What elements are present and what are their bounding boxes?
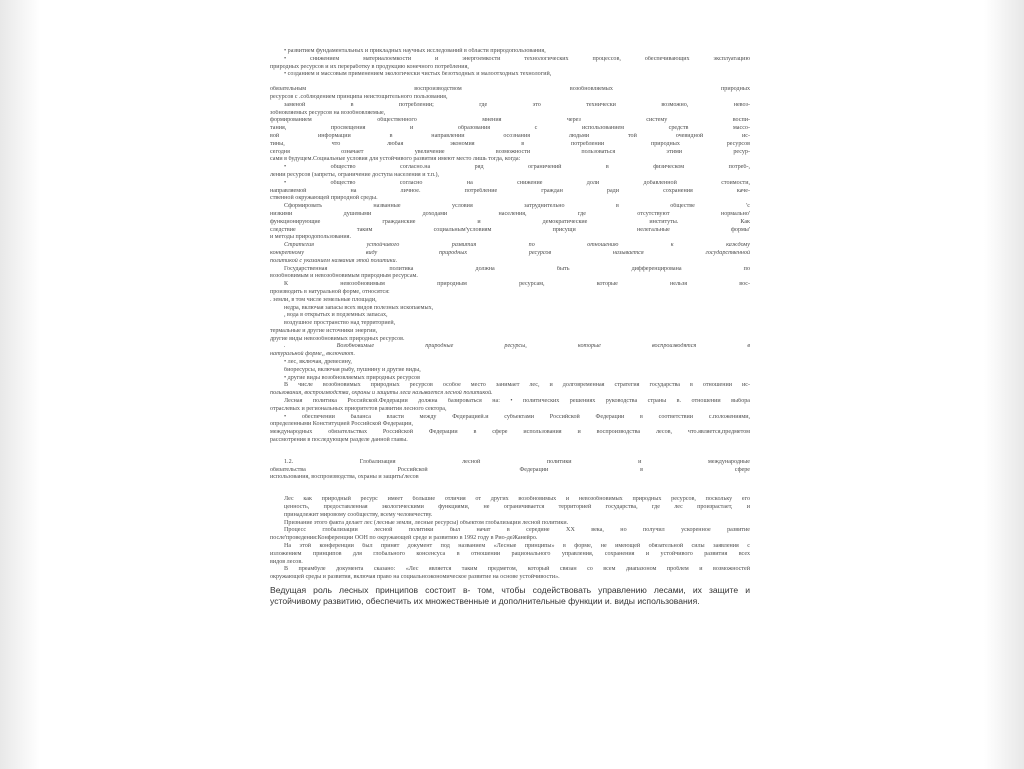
- text-line: термальные и другие источники энергии,: [270, 327, 378, 334]
- text-line: политикой с указанием названия этой политики.: [270, 257, 398, 264]
- document-page: [270, 48, 750, 728]
- text-line: после'проведения:Конференции ООН по окружающей среде и развитию в 1992 году в Рио-деЖанейро.: [270, 535, 538, 542]
- closing-text-line: Ведущая роль лесных принципов состоит в- том, чтобы содействовать управлению лесами, их защите и: [270, 585, 750, 595]
- text-line: использования, воспроизводства, охраны и защиты'лесов: [270, 474, 419, 481]
- text-line: . Возобновимые природные ресурсы, которые воспроизводятся в: [284, 343, 750, 350]
- text-line: ресурсов с .соблюдением принципа неистощительного пользования,: [270, 93, 448, 100]
- text-line: отраслевых и региональных приоритетов развития лесного сектора,: [270, 405, 447, 412]
- text-line: Лесная политика Российской.Федерации должна базироваться на: • политических решениях руководства страны в. отношении выбора: [284, 398, 750, 405]
- text-line: изложением принципов для глобального консенсуса в отношении рационального управления, сохранения и устойчивого развития всех: [270, 550, 750, 557]
- text-line: • общество согласно на снижение доли добавленной стоимости,: [284, 179, 750, 186]
- text-line: На этой конференции был принят документ под названием «Лесные принципы» в форме, не имеющей обязательной силы заявления с: [284, 543, 750, 550]
- text-line: вой информации в направлении осознания людьми той очевидной ис-: [270, 132, 750, 139]
- text-line: • обеспечении баланса власти между Федерацией.и субъектами Российской Федерации в соответствии с.положениями,: [284, 413, 750, 420]
- text-line: ценность, предоставленная экологическими функциями, не ограничивается территорией государства, где лес произрастает, и: [284, 504, 750, 511]
- text-line: тания, просвещения и образования с использованием средств массо-: [270, 125, 750, 132]
- left-shadow: [0, 0, 40, 769]
- text-line: • снижением материалоемкости и энергоемкости технологических процессов, обеспечивающих эксплуатацию: [284, 55, 750, 62]
- text-line: Стратегия устойчивого развития по отношению к каждому: [284, 242, 750, 249]
- text-line: Сформировать названные условия затруднительно в обществе 'с: [284, 203, 750, 210]
- text-line: Государственная политика должна быть дифференцирована по: [284, 265, 750, 272]
- text-line: Лес как природный ресурс имеет большие отличия от других возобновимых и невозобновимых природных ресурсов, поскольку его: [284, 496, 750, 503]
- text-line: тины, что любая экономия в потреблении природных ресурсов: [270, 140, 750, 147]
- text-line: направляемой на личное. потребление граждан ради сохранения каче-: [270, 187, 750, 194]
- text-line: зобновляемых ресурсов на возобновляемые,: [270, 109, 386, 116]
- text-line: сегодня означает увеличение возможности пользоваться этими ресур-: [270, 148, 750, 155]
- text-line: обязательства Российской Федерации в сфере: [270, 466, 750, 473]
- text-line: следствие таким социальным'условиям присущи нелегальные формы': [270, 226, 750, 233]
- text-line: биоресурсы, включая рыбу, пушнину и другие виды,: [284, 366, 421, 373]
- spacer: [270, 79, 750, 86]
- text-line: видов лесов.: [270, 558, 303, 565]
- text-line: Процесс глобализации лесной политики был начат в середине XX века, но получил ускоренное развитие: [284, 527, 750, 534]
- text-line: другие виды невозобновимых природных ресурсов.: [270, 335, 405, 342]
- text-line: функционирующие гражданские и демократические институты. Как: [270, 218, 750, 225]
- text-line: . земли, в том числе земельные площади,: [270, 296, 377, 303]
- text-line: • созданием и массовым применением экологически чистых безотходных и малоотходных технологий,: [284, 71, 552, 78]
- closing-paragraph: [270, 585, 750, 606]
- text-line: В преамбуле документа сказано: «Лес является таким предметом, который связан со всем диапазоном проблем и возможностей: [284, 566, 750, 573]
- text-line: 1.2. Глобализация лесной политики и международные: [284, 458, 750, 465]
- text-line: В числе возобновимых природных ресурсов особое место занимает лес, и долговременная стратегия государства в отношении ис-: [284, 382, 750, 389]
- closing-text-line: устойчивому развитию, обеспечить их множественные и дополнительные функции и. виды использования.: [270, 595, 700, 606]
- text-line: обязательным воспроизводством возобновляемых природных: [270, 86, 750, 93]
- text-line: определенными Конституцией Российской Федерации,: [270, 421, 413, 428]
- text-line: • общество согласно.на ряд ограничений в физическом потреб-,: [284, 164, 750, 171]
- spacer: [270, 482, 750, 496]
- text-line: рассмотрения в последующем разделе данной главы.: [270, 437, 408, 444]
- text-line: Признание этого факта делает лес (лесные земли, лесные ресурсы) объектом глобализации лесной политики.: [284, 519, 569, 526]
- text-line: низкими душевыми доходами населения, где отсутствуют нормально': [270, 210, 750, 217]
- right-shadow: [984, 0, 1024, 769]
- text-line: международных обязательствах Российской Федерации в сфере использования и воспроизводства лесов, что.является,предметом: [270, 429, 750, 436]
- text-line: возобновимым и невозобновимым природным ресурсам.: [270, 273, 418, 280]
- text-line: • лес, включая, древесину,: [284, 359, 352, 366]
- text-line: , вода в открытых и подземных запасах,: [284, 312, 388, 319]
- text-line: и методы природопользования.: [270, 234, 351, 241]
- text-line: воздушное пространство над территорией,: [284, 320, 396, 327]
- text-line: формированием общественного мнения через систему воспи-: [270, 117, 750, 124]
- text-line: натуральной форме,, включают.: [270, 351, 356, 358]
- text-line: производить в натуральной форме, относятся:: [270, 288, 390, 295]
- text-line: пользования, воспроизводства, охраны и защиты леса называется лесной политикой.: [270, 390, 493, 397]
- text-line: природных ресурсов и их переработку в продукцию конечного потребления,: [270, 63, 469, 70]
- text-line: окружающей среды и развития, включая право на социальноэкономическое развитие на основе устойчивости».: [270, 574, 560, 581]
- text-line: К невозобновимым природным ресурсам, которые нельзя вос-: [284, 281, 750, 288]
- text-line: конкретному виду природных ресурсов называется государственной: [270, 249, 750, 256]
- spacer: [270, 445, 750, 459]
- text-line: • другие виды возобновляемых природных ресурсов: [284, 374, 420, 381]
- text-line: принадлежит мировому сообществу, всему человечеству.: [284, 511, 433, 518]
- text-line: ственной окружающей природной среды.: [270, 195, 378, 202]
- text-line: • развитием фундаментальных и прикладных научных исследований в области природопользования,: [284, 48, 546, 54]
- text-line: лении ресурсов (запреты, ограничение доступа населения и т.п.),: [270, 171, 440, 178]
- document-body: [270, 48, 750, 582]
- text-line: недра, включая запасы всех видов полезных ископаемых,: [284, 304, 434, 311]
- text-line: сами в будущем.Социальные условия для устойчивого развития имеют место лишь тогда, когда:: [270, 156, 521, 163]
- text-line: заменой в потреблении; где это технически возможно, невоз-: [284, 101, 750, 108]
